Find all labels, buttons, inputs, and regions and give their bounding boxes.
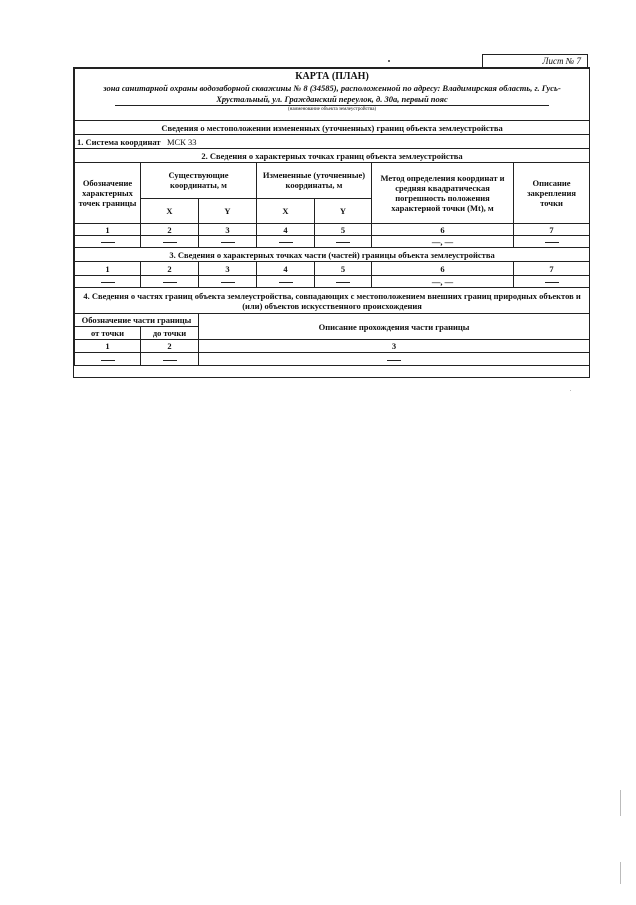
section2-header-row-1 [75, 163, 590, 199]
empty-cell [315, 236, 372, 248]
map-title: КАРТА (ПЛАН) [295, 71, 369, 82]
col-method: Метод определения координат и средняя квадратическая погрешность положения характерной точки (Mt), м [372, 163, 514, 224]
scan-artifact [620, 862, 621, 884]
info-heading: Сведения о местоположении измененных (уточненных) границ объекта землеустройства [75, 121, 590, 135]
scan-dot [388, 60, 390, 62]
col-passage-description: Описание прохождения части границы [199, 314, 590, 340]
coord-system-label: 1. Система координат [77, 136, 161, 147]
num-cell: 5 [315, 262, 372, 276]
num-cell: 2 [141, 224, 199, 236]
map-subtitle: зона санитарной охраны водозаборной скважины № 8 (34585), расположенной по адресу: Владимирская область, г. Гусь-Хрустальный, ул. Гражданский переулок, д. 30а, первый пояс [103, 83, 561, 104]
section2-empty-row [75, 236, 590, 248]
col-point-designation: Обозначение характерных точек границы [75, 163, 141, 224]
num-cell: 1 [75, 224, 141, 236]
col-part-designation: Обозначение части границы [75, 314, 199, 327]
header-row [75, 69, 590, 121]
empty-method-cell: —, — [372, 276, 514, 288]
num-cell: 7 [514, 262, 590, 276]
col-existing-y: Y [199, 198, 257, 223]
empty-cell [199, 236, 257, 248]
num-cell: 3 [199, 224, 257, 236]
col-existing-coords: Существующие координаты, м [141, 163, 257, 199]
empty-cell [514, 236, 590, 248]
section4-heading: 4. Сведения о частях границ объекта землеустройства, совпадающих с местоположением внешних границ природных объектов и (или) объектов искусственного происхождения [75, 288, 590, 314]
empty-cell [315, 276, 372, 288]
col-changed-y: Y [315, 198, 372, 223]
boundary-map-table [74, 68, 590, 366]
empty-cell [141, 276, 199, 288]
num-cell: 6 [372, 224, 514, 236]
empty-cell [199, 276, 257, 288]
num-cell: 3 [199, 262, 257, 276]
object-caption: (наименование объекта землеустройства) [287, 107, 377, 112]
empty-cell [141, 236, 199, 248]
section4-header-row-1 [75, 314, 590, 327]
num-cell: 4 [257, 262, 315, 276]
col-changed-coords: Измененные (уточненные) координаты, м [257, 163, 372, 199]
empty-cell [257, 276, 315, 288]
document-frame [73, 67, 590, 378]
empty-method-cell: —, — [372, 236, 514, 248]
section3-empty-row [75, 276, 590, 288]
num-cell: 2 [141, 262, 199, 276]
col-changed-x: X [257, 198, 315, 223]
col-fixing-description: Описание закрепления точки [514, 163, 590, 224]
num-cell: 3 [199, 340, 590, 353]
coord-system-value: МСК 33 [166, 136, 197, 147]
scan-artifact [620, 790, 621, 816]
num-cell: 1 [75, 262, 141, 276]
section4-heading-row [75, 288, 590, 314]
section3-heading: 3. Сведения о характерных точках части (частей) границы объекта землеустройства [75, 248, 590, 262]
empty-cell [199, 353, 590, 366]
col-from-point: от точки [75, 327, 141, 340]
num-cell: 1 [75, 340, 141, 353]
empty-cell [514, 276, 590, 288]
section4-number-row [75, 340, 590, 353]
empty-cell [141, 353, 199, 366]
info-heading-row [75, 121, 590, 135]
header-cell [75, 69, 590, 121]
num-cell: 4 [257, 224, 315, 236]
section4-empty-row [75, 353, 590, 366]
num-cell: 5 [315, 224, 372, 236]
coord-row [75, 135, 590, 149]
empty-cell [75, 236, 141, 248]
empty-cell [257, 236, 315, 248]
col-to-point: до точки [141, 327, 199, 340]
section2-heading-row [75, 149, 590, 163]
num-cell: 7 [514, 224, 590, 236]
sheet-number: Лист № 7 [482, 54, 588, 68]
coord-system-cell [75, 135, 590, 149]
num-cell: 6 [372, 262, 514, 276]
num-cell: 2 [141, 340, 199, 353]
empty-cell [75, 276, 141, 288]
empty-cell [75, 353, 141, 366]
scan-artifact [570, 390, 571, 391]
section3-number-row [75, 262, 590, 276]
section3-heading-row [75, 248, 590, 262]
col-existing-x: X [141, 198, 199, 223]
section2-heading: 2. Сведения о характерных точках границ объекта землеустройства [75, 149, 590, 163]
section2-number-row [75, 224, 590, 236]
